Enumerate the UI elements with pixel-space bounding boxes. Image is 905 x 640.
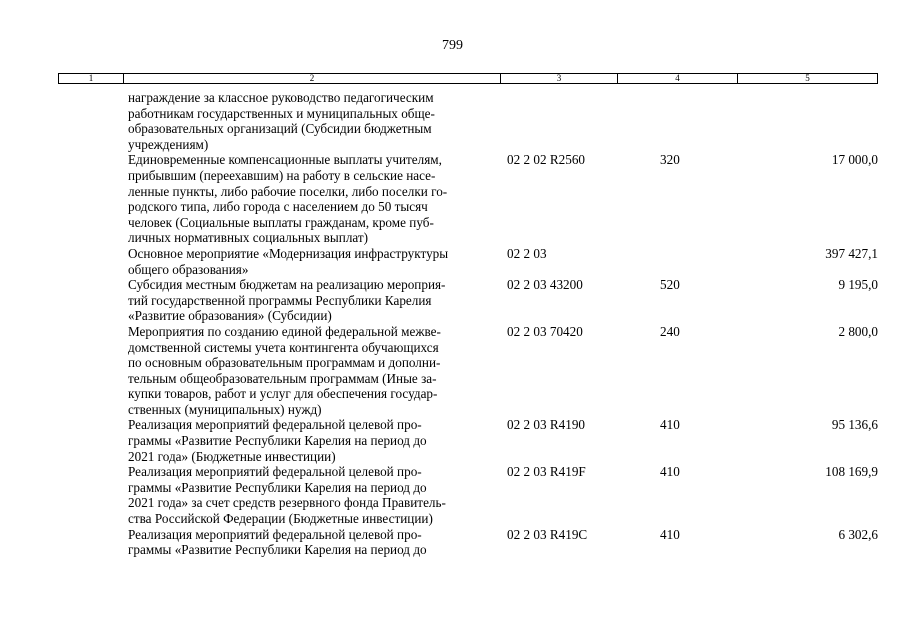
row-description xyxy=(128,464,498,526)
description-line: родского типа, либо города с населением до 50 тысяч xyxy=(128,199,428,215)
table-row xyxy=(128,417,878,464)
row-sum: 397 427,1 xyxy=(825,245,878,261)
description-line: работникам государственных и муниципальных обще- xyxy=(128,105,435,121)
description-line: купки товаров, работ и услуг для обеспечения государ- xyxy=(128,386,438,402)
table-body xyxy=(128,90,878,558)
description-line: ленные пункты, либо рабочие поселки, либо поселки го- xyxy=(128,183,448,199)
row-expense-type: 240 xyxy=(660,323,680,339)
description-line: по основным образовательным программам и дополни- xyxy=(128,355,441,371)
table-row xyxy=(128,527,878,558)
description-line: Единовременные компенсационные выплаты учителям, xyxy=(128,152,442,168)
row-expense-type: 520 xyxy=(660,277,680,293)
row-expense-type: 320 xyxy=(660,152,680,168)
description-line: образовательных организаций (Субсидии бюджетным xyxy=(128,121,432,137)
row-description xyxy=(128,527,498,558)
description-line: личных нормативных социальных выплат) xyxy=(128,230,369,246)
description-line: общего образования» xyxy=(128,261,249,277)
table-row xyxy=(128,152,878,246)
header-col-2: 2 xyxy=(124,74,501,83)
header-col-1: 1 xyxy=(59,74,124,83)
row-description xyxy=(128,90,498,152)
row-description xyxy=(128,324,498,418)
description-line: Мероприятия по созданию единой федеральной межве- xyxy=(128,323,441,339)
header-col-3: 3 xyxy=(501,74,618,83)
row-sum: 108 169,9 xyxy=(825,464,878,480)
table-row xyxy=(128,324,878,418)
description-line: Основное мероприятие «Модернизация инфраструктуры xyxy=(128,245,449,261)
description-line: учреждениям) xyxy=(128,136,209,152)
row-description xyxy=(128,277,498,324)
row-sum: 6 302,6 xyxy=(838,526,878,542)
description-line: тий государственной программы Республики Карелия xyxy=(128,292,432,308)
row-code: 02 2 03 R419F xyxy=(507,464,586,480)
description-line: «Развитие образования» (Субсидии) xyxy=(128,308,332,324)
description-line: граммы «Развитие Республики Карелия на период до xyxy=(128,433,427,449)
table-header-row xyxy=(58,73,878,84)
page-number: 799 xyxy=(442,38,463,53)
row-sum: 95 136,6 xyxy=(831,417,878,433)
description-line: 2021 года» (Бюджетные инвестиции) xyxy=(128,448,336,464)
table-row xyxy=(128,277,878,324)
row-description xyxy=(128,152,498,246)
row-code: 02 2 03 R419C xyxy=(507,526,588,542)
description-line: граммы «Развитие Республики Карелия на период до xyxy=(128,542,427,558)
description-line: тельным общеобразовательным программам (Иные за- xyxy=(128,370,437,386)
row-expense-type: 410 xyxy=(660,417,680,433)
row-expense-type: 410 xyxy=(660,526,680,542)
description-line: домственной системы учета контингента обучающихся xyxy=(128,339,439,355)
row-code: 02 2 03 R4190 xyxy=(507,417,586,433)
row-code: 02 2 03 xyxy=(507,245,547,261)
row-sum: 17 000,0 xyxy=(831,152,878,168)
description-line: Реализация мероприятий федеральной целевой про- xyxy=(128,417,422,433)
header-col-4: 4 xyxy=(618,74,738,83)
header-col-5: 5 xyxy=(805,73,810,83)
row-description xyxy=(128,246,498,277)
table-row xyxy=(128,246,878,277)
description-line: ственных (муниципальных) нужд) xyxy=(128,401,322,417)
row-sum: 9 195,0 xyxy=(838,277,878,293)
description-line: Субсидия местным бюджетам на реализацию мероприя- xyxy=(128,277,446,293)
description-line: Реализация мероприятий федеральной целевой про- xyxy=(128,526,422,542)
table-row xyxy=(128,464,878,526)
description-line: 2021 года» за счет средств резервного фонда Правитель- xyxy=(128,495,446,511)
description-line: граммы «Развитие Республики Карелия на период до xyxy=(128,479,427,495)
row-description xyxy=(128,417,498,464)
table-row xyxy=(128,90,878,152)
description-line: Реализация мероприятий федеральной целевой про- xyxy=(128,464,422,480)
description-line: ства Российской Федерации (Бюджетные инвестиции) xyxy=(128,511,433,527)
row-code: 02 2 03 43200 xyxy=(507,277,583,293)
row-code: 02 2 02 R2560 xyxy=(507,152,586,168)
description-line: прибывшим (переехавшим) на работу в сельские насе- xyxy=(128,167,436,183)
row-code: 02 2 03 70420 xyxy=(507,323,583,339)
row-expense-type: 410 xyxy=(660,464,680,480)
description-line: награждение за классное руководство педагогическим xyxy=(128,90,434,105)
description-line: человек (Социальные выплаты гражданам, кроме пуб- xyxy=(128,214,434,230)
row-sum: 2 800,0 xyxy=(838,323,878,339)
